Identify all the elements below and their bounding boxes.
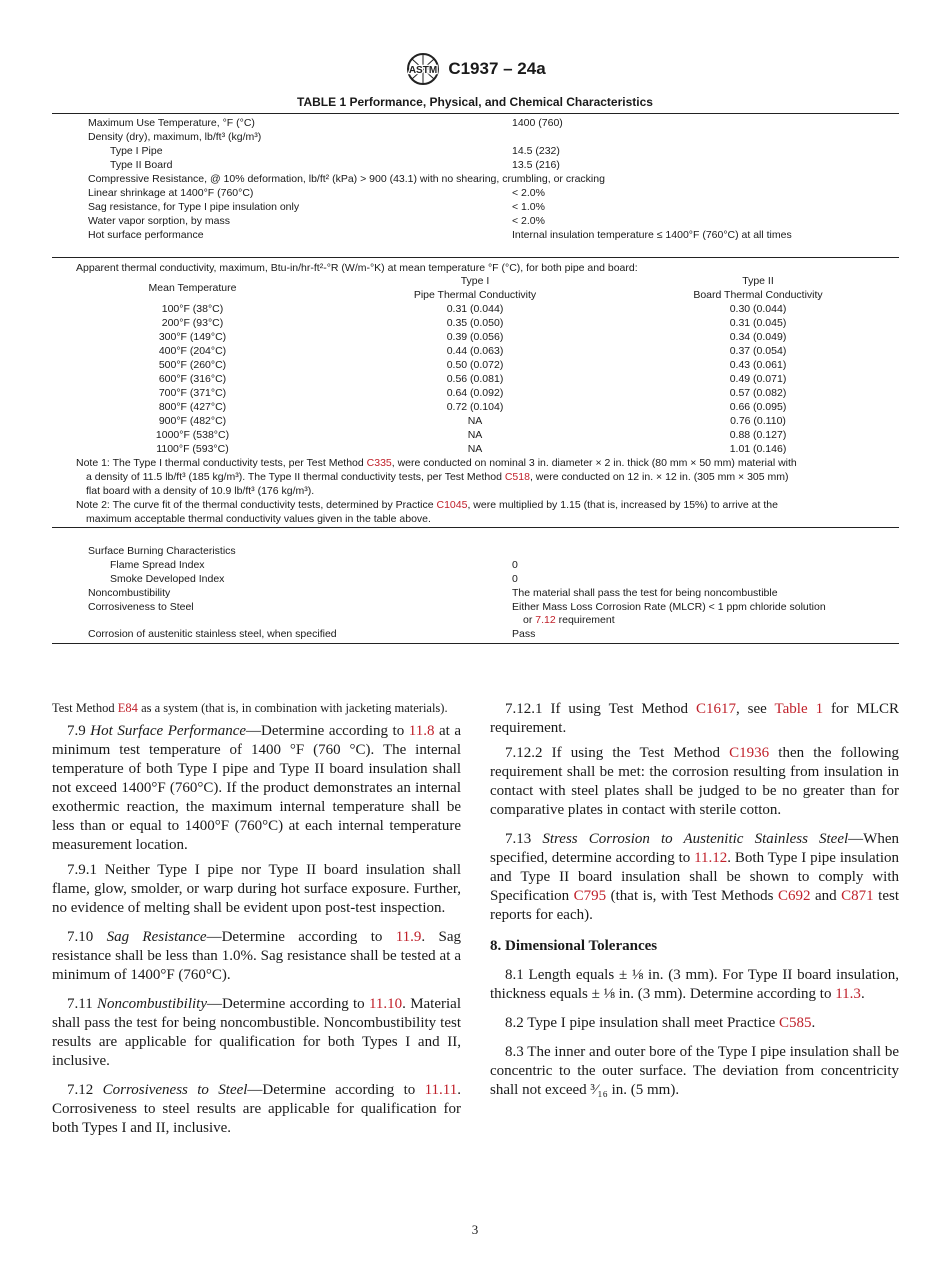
mean-temperature-cell: 700°F (371°C)	[158, 387, 227, 399]
thermal-col3-header-line1: Type II	[742, 275, 774, 287]
type1-conductivity-cell: 0.64 (0.092)	[446, 387, 504, 399]
mean-temperature-cell: 600°F (316°C)	[158, 373, 227, 385]
mean-temperature-cell: 300°F (149°C)	[158, 331, 227, 343]
text: . Corrosiveness to steel results are applicable for qualification for both Types I and II, inclusive.	[52, 1082, 461, 1136]
type2-conductivity-cell: 0.30 (0.044)	[729, 303, 787, 315]
para-8-2	[490, 1014, 899, 1033]
note1-text-c: a density of 11.5 lb/ft³ (185 kg/m³). The Type II thermal conductivity tests, per Test Method	[86, 471, 505, 483]
document-number: C1937 – 24a	[448, 59, 546, 78]
row-value-corrosiveness: Either Mass Loss Corrosion Rate (MLCR) < 1 ppm chloride solution	[512, 601, 826, 613]
table-rule-mid1	[52, 257, 899, 258]
para-7-9	[52, 722, 461, 855]
table-title: TABLE 1 Performance, Physical, and Chemical Characteristics	[297, 95, 653, 109]
mean-temperature-cell: 900°F (482°C)	[158, 415, 227, 427]
type1-conductivity-cell: NA	[467, 415, 483, 427]
link-c1617[interactable]: C1617	[695, 701, 736, 717]
text: 7.12.1 If using Test Method	[505, 701, 696, 717]
thermal-col2-header-line2: Pipe Thermal Conductivity	[413, 289, 537, 301]
text: as a system (that is, in combination with jacketing materials).	[137, 701, 448, 715]
text: —When specified, determine according to	[490, 831, 899, 866]
row-value-linear-shrinkage: < 2.0%	[512, 187, 545, 199]
type2-conductivity-cell: 0.76 (0.110)	[730, 415, 786, 427]
mean-temperature-cell: 200°F (93°C)	[161, 317, 224, 329]
row-label-compressive: Compressive Resistance, @ 10% deformation, lb/ft² (kPa) > 900 (43.1) with no shearing, crumbling, or cracking	[88, 173, 605, 185]
note1-text-e: flat board with a density of 10.9 lb/ft³ (176 kg/m³).	[86, 485, 315, 497]
text: at a minimum test temperature of 1400 °F (760 °C). The internal temperature of both Type I pipe and Type II board insulation shall not exceed 1400°F (760°C). If the product demonstrates an internal exothermic reaction, the maximum internal temperature shall be less than or equal to 1400°F (760°C) at each internal temperature measurement location.	[52, 723, 462, 853]
para-7-12-1	[490, 700, 899, 738]
row-label-surface-burning: Surface Burning Characteristics	[88, 545, 236, 557]
link-11-8[interactable]: 11.8	[408, 723, 435, 739]
table-rule-top	[52, 113, 899, 114]
section-title: Hot Surface Performance	[90, 723, 247, 739]
link-c1045[interactable]: C1045	[436, 499, 468, 511]
type1-conductivity-cell: 0.31 (0.044)	[446, 303, 504, 315]
row-value-corrosiveness-cont	[523, 614, 615, 627]
row-label-water-vapor: Water vapor sorption, by mass	[88, 215, 230, 227]
note1-text-d: , were conducted on 12 in. × 12 in. (305 mm × 305 mm)	[529, 471, 789, 483]
text: 8.1 Length equals ± ⅛ in. (3 mm). For Type II board insulation, thickness equals ± ⅛ in. (3 mm). Determine according to	[490, 967, 899, 1002]
type2-conductivity-cell: 0.88 (0.127)	[729, 429, 787, 441]
text: 8.2 Type I pipe insulation shall meet Practice	[505, 1015, 780, 1031]
para-e84	[52, 700, 461, 716]
row-value-noncombustibility: The material shall pass the test for being noncombustible	[512, 587, 778, 599]
page-number: 3	[471, 1222, 479, 1237]
row-label-corrosiveness: Corrosiveness to Steel	[88, 601, 194, 613]
text: , see	[735, 701, 775, 717]
type1-conductivity-cell: 0.56 (0.081)	[446, 373, 504, 385]
row-label-noncombustibility: Noncombustibility	[88, 587, 171, 599]
row-value-max-use-temp: 1400 (760)	[512, 117, 563, 129]
mean-temperature-cell: 1100°F (593°C)	[156, 443, 229, 455]
text: for MLCR requirement.	[490, 701, 899, 736]
para-8-1	[490, 966, 899, 1004]
link-c518[interactable]: C518	[504, 471, 530, 483]
section-number: 7.9	[67, 723, 91, 739]
text: —Determine according to	[246, 723, 409, 739]
type1-conductivity-cell: 0.50 (0.072)	[446, 359, 504, 371]
row-label-sag: Sag resistance, for Type I pipe insulation only	[88, 201, 300, 213]
section-heading-8: 8. Dimensional Tolerances	[490, 938, 658, 954]
row-value-stainless: Pass	[512, 628, 536, 640]
section-number: 7.12	[67, 1082, 103, 1098]
link-c692[interactable]: C692	[778, 888, 811, 904]
para-7-10	[52, 928, 461, 985]
row-value-hot-surface: Internal insulation temperature ≤ 1400°F (760°C) at all times	[512, 229, 792, 241]
para-7-12	[52, 1081, 461, 1138]
table-rule-mid2	[52, 527, 899, 528]
table-note-1	[76, 456, 886, 498]
type2-conductivity-cell: 0.34 (0.049)	[729, 331, 787, 343]
type1-conductivity-cell: NA	[467, 429, 483, 441]
link-11-11[interactable]: 11.11	[424, 1082, 458, 1098]
mean-temperature-cell: 500°F (260°C)	[158, 359, 227, 371]
row-value-sag: < 1.0%	[512, 201, 545, 213]
text: —Determine according to	[206, 929, 396, 945]
text: .	[860, 986, 865, 1002]
section-title: Stress Corrosion to Austenitic Stainless Steel	[542, 831, 849, 847]
section-number: 7.13	[505, 831, 543, 847]
row-value-flame-spread: 0	[512, 559, 518, 571]
row-label-type1-pipe: Type I Pipe	[110, 145, 163, 157]
note2-text-b: , were multiplied by 1.15 (that is, increased by 15%) to arrive at the	[467, 499, 778, 511]
para-8-3: 8.3 The inner and outer bore of the Type I pipe insulation shall be concentric to the outer surface. The deviation from concentricity shall not exceed ³⁄₁₆ in. (5 mm).	[490, 1044, 899, 1098]
row-value-smoke-developed: 0	[512, 573, 518, 585]
row-label-smoke-developed: Smoke Developed Index	[110, 573, 225, 585]
text: —Determine according to	[247, 1082, 425, 1098]
type1-conductivity-cell: 0.72 (0.104)	[446, 401, 504, 413]
row-label-hot-surface: Hot surface performance	[88, 229, 204, 241]
link-c1936[interactable]: C1936	[729, 745, 770, 761]
link-11-12[interactable]: 11.12	[694, 850, 728, 866]
section-title: Sag Resistance	[106, 929, 207, 945]
row-label-max-use-temp: Maximum Use Temperature, °F (°C)	[88, 117, 255, 129]
link-c585[interactable]: C585	[779, 1015, 812, 1031]
row-label-flame-spread: Flame Spread Index	[110, 559, 205, 571]
mean-temperature-cell: 400°F (204°C)	[158, 345, 227, 357]
row-value-water-vapor: < 2.0%	[512, 215, 545, 227]
thermal-col1-header: Mean Temperature	[148, 282, 237, 294]
row-label-stainless: Corrosion of austenitic stainless steel, when specified	[88, 628, 337, 640]
row-label-density: Density (dry), maximum, lb/ft³ (kg/m³)	[88, 131, 262, 143]
row-value-type1-pipe: 14.5 (232)	[512, 145, 560, 157]
para-7-13	[490, 830, 899, 925]
section-number: 7.10	[67, 929, 107, 945]
astm-logo-icon	[404, 52, 442, 86]
table-rule-bottom	[52, 643, 899, 644]
thermal-col2-header-line1: Type I	[460, 275, 490, 287]
type2-conductivity-cell: 0.66 (0.095)	[729, 401, 787, 413]
left-column	[52, 700, 461, 1144]
text: —Determine according to	[206, 996, 369, 1012]
note1-text-b: , were conducted on nominal 3 in. diameter × 2 in. thick (80 mm × 50 mm) material with	[391, 457, 797, 469]
type2-conductivity-cell: 0.57 (0.082)	[729, 387, 787, 399]
text: . Both Type I pipe insulation and Type II board insulation shall be shown to comply with Specification	[490, 850, 899, 904]
link-11-3[interactable]: 11.3	[835, 986, 861, 1002]
link-c335[interactable]: C335	[366, 457, 392, 469]
text: . Material shall pass the test for being noncombustible. Noncombustibility test results are applicable for qualification for both Types I and II, inclusive.	[52, 996, 461, 1069]
table-note-2	[76, 498, 886, 526]
type2-conductivity-cell: 0.31 (0.045)	[729, 317, 787, 329]
note2-text-a: Note 2: The curve fit of the thermal conductivity tests, determined by Practice	[76, 499, 437, 511]
corrosive-requirement: requirement	[558, 614, 615, 626]
link-c795[interactable]: C795	[573, 888, 607, 904]
mean-temperature-cell: 800°F (427°C)	[158, 401, 227, 413]
type1-conductivity-cell: 0.44 (0.063)	[446, 345, 504, 357]
type2-conductivity-cell: 0.37 (0.054)	[729, 345, 787, 357]
thermal-col3-header-line2: Board Thermal Conductivity	[693, 289, 823, 301]
type1-conductivity-cell: 0.39 (0.056)	[446, 331, 504, 343]
text: then the following requirement shall be met: the corrosion resulting from insulation in contact with steel plates shall be judged to be no greater than for comparative plates in contact with sterile cotton.	[490, 745, 900, 818]
section-number: 7.11	[67, 996, 97, 1012]
text: .	[811, 1015, 816, 1031]
type2-conductivity-cell: 0.49 (0.071)	[729, 373, 787, 385]
mean-temperature-cell: 100°F (38°C)	[161, 303, 224, 315]
section-title: Corrosiveness to Steel	[102, 1082, 248, 1098]
row-value-type2-board: 13.5 (216)	[512, 159, 560, 171]
text: (that is, with Test Methods	[606, 888, 778, 904]
type2-conductivity-cell: 0.43 (0.061)	[729, 359, 787, 371]
text: and	[810, 888, 842, 904]
link-11-9[interactable]: 11.9	[395, 929, 422, 945]
text: 7.12.2 If using the Test Method	[505, 745, 730, 761]
text: Test Method	[52, 701, 118, 715]
astm-logo-text: ASTM	[409, 65, 438, 76]
thermal-intro: Apparent thermal conductivity, maximum, Btu-in/hr-ft²-°R (W/m-°K) at mean temperature °F (°C), for both pipe and board:	[76, 262, 638, 274]
corrosive-or: or	[523, 614, 536, 626]
link-11-10[interactable]: 11.10	[368, 996, 403, 1012]
text: . Sag resistance shall be less than 1.0%. Sag resistance shall be tested at a minimum of 1400°F (760°C).	[52, 929, 461, 983]
page-header	[0, 52, 950, 86]
link-c871[interactable]: C871	[841, 888, 874, 904]
type2-conductivity-cell: 1.01 (0.146)	[729, 443, 787, 455]
note1-text-a: Note 1: The Type I thermal conductivity tests, per Test Method	[76, 457, 367, 469]
link-table-1[interactable]: Table 1	[774, 701, 824, 717]
text: test reports for each).	[490, 888, 899, 923]
type1-conductivity-cell: NA	[467, 443, 483, 455]
type1-conductivity-cell: 0.35 (0.050)	[446, 317, 504, 329]
right-column	[490, 700, 899, 1106]
row-label-type2-board: Type II Board	[110, 159, 173, 171]
para-7-9-1: 7.9.1 Neither Type I pipe nor Type II board insulation shall flame, glow, smolder, or warp during hot surface exposure. Further, no evidence of melting shall be evident upon post-test inspection.	[52, 862, 461, 916]
link-e84[interactable]: E84	[117, 701, 138, 715]
para-7-12-2	[490, 744, 899, 820]
mean-temperature-cell: 1000°F (538°C)	[155, 429, 230, 441]
note2-text-c: maximum acceptable thermal conductivity values given in the table above.	[86, 513, 431, 525]
section-title: Noncombustibility	[96, 996, 207, 1012]
link-7-12[interactable]: 7.12	[535, 614, 556, 626]
para-7-11	[52, 995, 461, 1071]
row-label-linear-shrinkage: Linear shrinkage at 1400°F (760°C)	[88, 187, 254, 199]
